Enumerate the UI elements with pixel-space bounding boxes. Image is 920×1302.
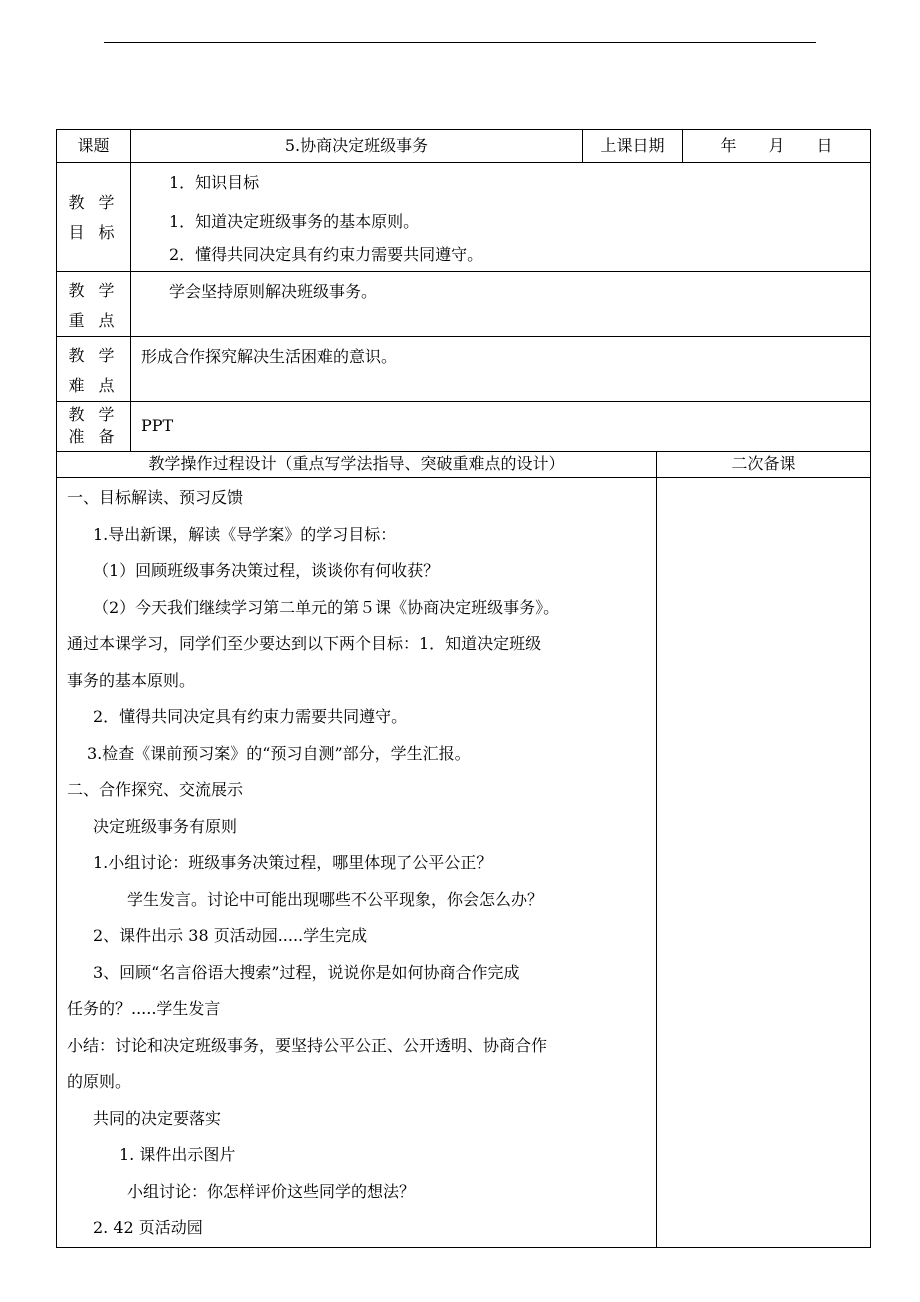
difficulties-content [131, 337, 871, 402]
process-line: 1.小组讨论：班级事务决策过程，哪里体现了公平公正？ [93, 853, 493, 872]
process-line: （1）回顾班级事务决策过程，谈谈你有何收获？ [93, 561, 440, 580]
section-heading: 一、目标解读、预习反馈 [67, 488, 244, 507]
process-line: 事务的基本原则。 [67, 670, 196, 690]
preparation-label-line1: 教学 [68, 405, 129, 424]
process-line: 小组讨论：你怎样评价这些同学的想法？ [127, 1181, 416, 1201]
topic-title: 5.协商决定班级事务 [131, 130, 583, 163]
objective-line: 1．知识目标 [169, 173, 260, 192]
objectives-row [57, 163, 871, 272]
difficulties-label-line1: 教学 [68, 346, 129, 365]
secondary-notes-cell [657, 478, 871, 1248]
preparation-row [57, 402, 871, 452]
key-points-content [131, 272, 871, 337]
objectives-label-line2: 目标 [68, 223, 129, 242]
process-line: 1.导出新课，解读《导学案》的学习目标： [93, 524, 397, 544]
process-header-row [57, 452, 871, 478]
process-header: 教学操作过程设计（重点写学法指导、突破重难点的设计） [57, 452, 657, 478]
difficulties-label-line2: 难点 [68, 376, 129, 395]
key-points-row [57, 272, 871, 337]
process-line: 通过本课学习，同学们至少要达到以下两个目标：1．知道决定班级 [67, 634, 542, 653]
key-points-label [57, 272, 131, 337]
topic-row [57, 130, 871, 163]
preparation-content [131, 402, 871, 452]
section-heading: 二、合作探究、交流展示 [67, 780, 244, 799]
secondary-header: 二次备课 [657, 452, 871, 478]
topic-label: 课题 [57, 130, 131, 163]
process-body-row [57, 478, 871, 1248]
key-points-text: 学会坚持原则解决班级事务。 [169, 282, 378, 301]
process-line: 3、回顾“名言俗语大搜索”过程，说说你是如何协商合作完成 [93, 962, 520, 982]
process-line: 2. 42 页活动园 [93, 1218, 203, 1237]
subsection-heading: 共同的决定要落实 [93, 1108, 222, 1128]
process-line: 2、课件出示 38 页活动园.....学生完成 [93, 926, 368, 945]
objectives-label [57, 163, 131, 272]
key-points-label-line1: 教学 [68, 281, 129, 300]
preparation-label-line2: 准备 [68, 427, 129, 446]
difficulties-row [57, 337, 871, 402]
process-content [57, 478, 657, 1248]
page-header-rule [104, 42, 816, 43]
objective-line: 2．懂得共同决定具有约束力需要共同遵守。 [169, 245, 484, 264]
objectives-content [131, 163, 871, 272]
process-line: 2．懂得共同决定具有约束力需要共同遵守。 [93, 707, 408, 726]
date-value: 年 月 日 [683, 130, 871, 163]
preparation-label [57, 402, 131, 452]
date-label: 上课日期 [583, 130, 683, 163]
objective-line: 1．知道决定班级事务的基本原则。 [169, 212, 420, 231]
process-line: 1. 课件出示图片 [119, 1145, 236, 1164]
key-points-label-line2: 重点 [68, 311, 129, 330]
summary-line: 小结：讨论和决定班级事务，要坚持公平公正、公开透明、协商合作 [67, 1035, 548, 1055]
process-line: 任务的？.....学生发言 [67, 999, 221, 1018]
process-line: 学生发言。讨论中可能出现哪些不公平现象，你会怎么办？ [127, 889, 544, 909]
preparation-text: PPT [141, 416, 174, 435]
summary-line: 的原则。 [67, 1072, 132, 1091]
process-line: 3.检查《课前预习案》的“预习自测”部分，学生汇报。 [87, 743, 471, 763]
difficulties-text: 形成合作探究解决生活困难的意识。 [141, 347, 398, 366]
objectives-label-line1: 教学 [68, 193, 129, 212]
process-line: （2）今天我们继续学习第二单元的第５课《协商决定班级事务》。 [93, 597, 560, 617]
subsection-heading: 决定班级事务有原则 [93, 816, 238, 836]
difficulties-label [57, 337, 131, 402]
lesson-plan-table [56, 129, 871, 1248]
